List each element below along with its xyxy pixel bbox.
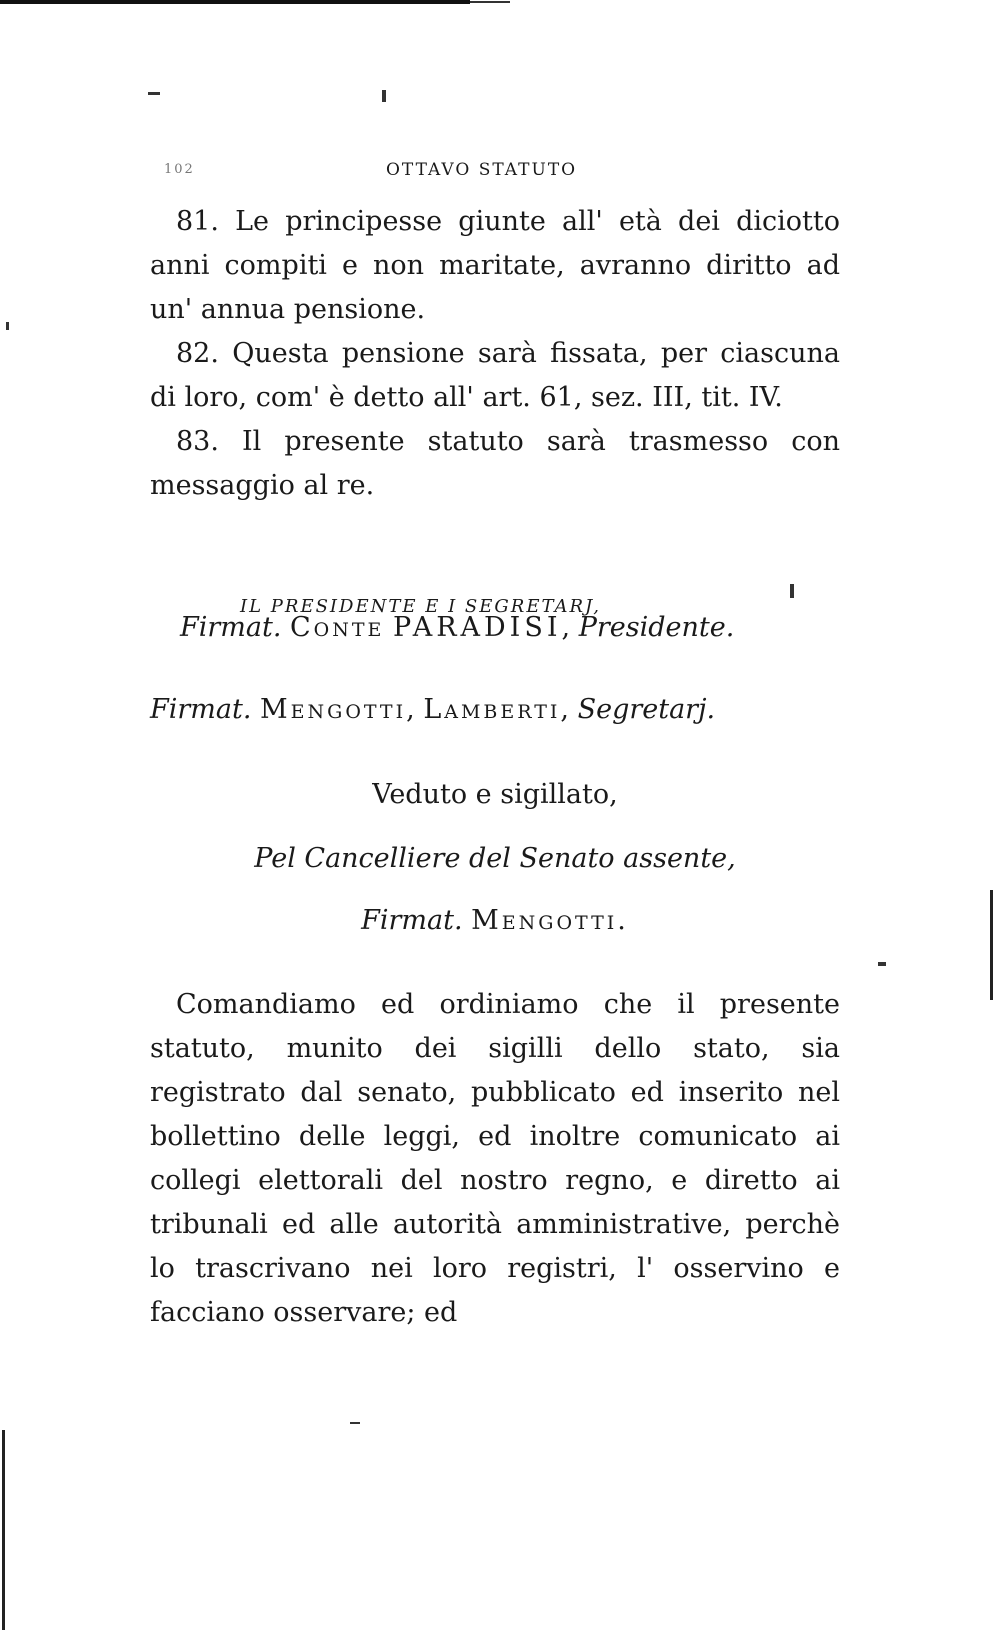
margin-mark bbox=[990, 890, 993, 1000]
firmat-label: Firmat. bbox=[361, 905, 463, 936]
secretaries-signature bbox=[150, 694, 840, 725]
page-number: 102 bbox=[164, 162, 195, 177]
comma: , bbox=[406, 694, 415, 725]
top-edge-rule-fragment bbox=[470, 1, 510, 3]
binding-edge-mark bbox=[2, 1430, 5, 1630]
decree-paragraph: Comandiamo ed ordiniamo che il presente statuto, munito dei sigilli dello stato, sia registrato dal senato, pubblicato ed inserito nel bollettino delle leggi, ed inoltre comunicato ai collegi elettorali del nostro regno, e diretto ai tribunali ed alle autorità amministrative, perchè lo trascrivano nei loro registri, l' osservino e facciano osservare; ed bbox=[150, 989, 840, 1328]
president-title: Conte bbox=[290, 612, 385, 643]
ink-speck bbox=[6, 322, 9, 330]
articles-block bbox=[150, 200, 840, 508]
article-82: 82. Questa pensione sarà fissata, per ciascuna di loro, com' è detto all' art. 61, sez. III, tit. IV. bbox=[150, 338, 840, 413]
seen-and-sealed: Veduto e sigillato, bbox=[372, 779, 618, 810]
chancellor-signature bbox=[150, 905, 840, 936]
president-name: PARADISI bbox=[393, 612, 562, 643]
comma: , bbox=[561, 612, 571, 643]
comma: , bbox=[560, 694, 569, 725]
signatures-heading: IL PRESIDENTE E I SEGRETARJ, bbox=[240, 596, 601, 617]
president-signature bbox=[180, 612, 734, 643]
secretaries-role: Segretarj. bbox=[577, 694, 716, 725]
president-role: Presidente. bbox=[578, 612, 735, 643]
secretary-name-1: Mengotti bbox=[260, 694, 407, 725]
page-header bbox=[150, 160, 850, 190]
chancellor-name: Mengotti. bbox=[471, 905, 629, 936]
decree-block bbox=[150, 983, 840, 1335]
ink-speck bbox=[382, 90, 386, 102]
article-81: 81. Le principesse giunte all' età dei diciotto anni compiti e non maritate, avranno diritto ad un' annua pensione. bbox=[150, 206, 840, 325]
firmat-label: Firmat. bbox=[180, 612, 282, 643]
firmat-label: Firmat. bbox=[150, 694, 252, 725]
ink-speck bbox=[878, 962, 886, 966]
running-title: OTTAVO STATUTO bbox=[386, 160, 578, 180]
chancellor-line: Pel Cancelliere del Senato assente, bbox=[254, 843, 736, 874]
article-83: 83. Il presente statuto sarà trasmesso con messaggio al re. bbox=[150, 426, 840, 501]
secretary-name-2: Lamberti bbox=[423, 694, 561, 725]
top-edge-rule bbox=[0, 0, 470, 4]
ink-speck bbox=[350, 1422, 360, 1424]
ink-speck bbox=[148, 92, 160, 95]
